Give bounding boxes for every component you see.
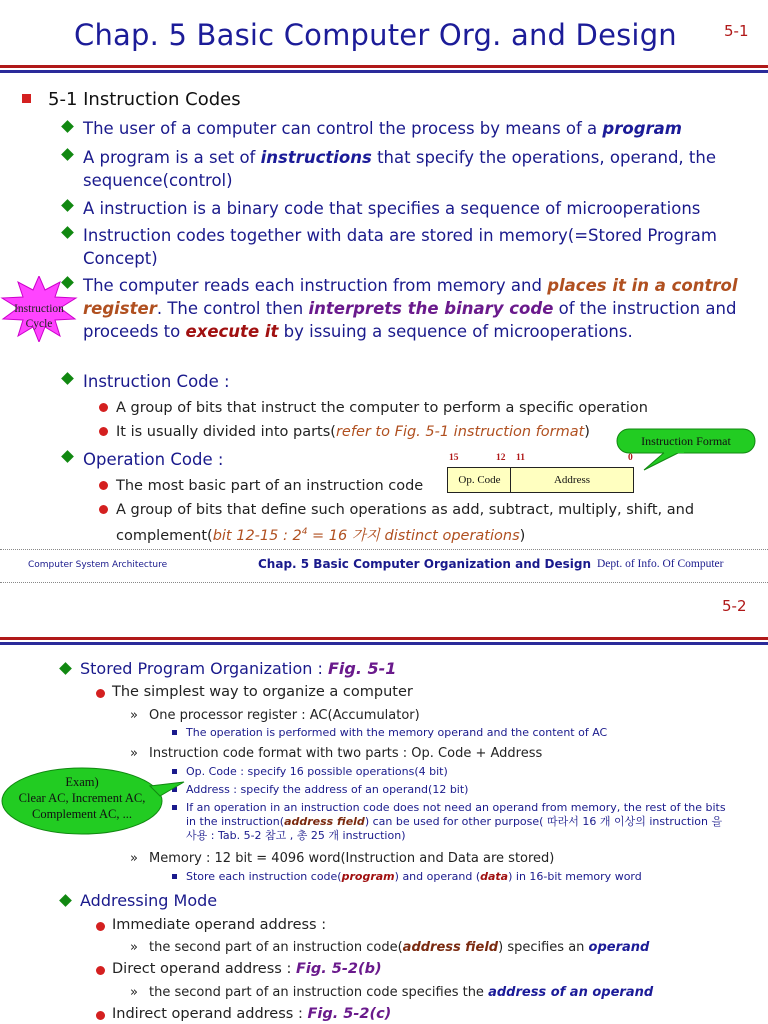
round-bullet-icon	[96, 1011, 105, 1020]
raquo-bullet-icon: »	[130, 746, 138, 761]
footer-course: Computer System Architecture	[28, 560, 168, 570]
square-bullet-icon	[172, 874, 177, 879]
text: The computer reads each instruction from memory and	[83, 276, 548, 295]
footer-chapter: Chap. 5 Basic Computer Organization and Design	[258, 557, 592, 571]
bit-label: 12	[496, 453, 506, 463]
sub-bullet	[112, 961, 382, 977]
slide-title: Chap. 5 Basic Computer Org. and Design	[74, 18, 677, 52]
starburst-label: Instruction Cycle	[14, 303, 64, 330]
sub-bullet: The simplest way to organize a computer	[112, 684, 413, 700]
heading-addressing-mode: Addressing Mode	[80, 891, 218, 910]
detail	[186, 870, 642, 884]
emphasis: program	[602, 119, 682, 138]
superscript: 4	[301, 527, 308, 537]
text: that specify the operations, operand, the sequence(control)	[83, 148, 716, 190]
text: the second part of an instruction code specifies the	[149, 985, 489, 1000]
emphasis: operand	[588, 940, 650, 955]
bullet-instruction-code: Instruction Code :	[83, 372, 230, 391]
bullet-operation-code: Operation Code :	[83, 450, 224, 469]
round-bullet-icon	[96, 922, 105, 931]
bullet-stored-program: Instruction codes together with data are stored in memory(=Stored Program Concept)	[83, 226, 717, 268]
emphasis: program	[341, 870, 395, 883]
round-bullet-icon	[99, 481, 108, 490]
bit-label: 0	[628, 453, 633, 463]
text: by issuing a sequence of microoperations.	[278, 322, 633, 341]
sub-sub-bullet: Memory : 12 bit = 4096 word(Instruction and Data are stored)	[149, 851, 555, 866]
emphasis: Fig. 5-2(b)	[295, 961, 382, 977]
bullet-program	[83, 117, 763, 140]
footer-dept: Dept. of Info. Of Computer	[597, 558, 724, 570]
emphasis: execute it	[185, 322, 279, 341]
emphasis: address field	[402, 940, 499, 955]
callout-label: Exam) Clear AC, Increment AC, Complement AC, ...	[18, 775, 146, 821]
sub-bullet: The most basic part of an instruction code	[116, 478, 424, 494]
diamond-bullet-icon	[59, 662, 72, 675]
emphasis: data	[480, 870, 509, 883]
bit-label: 11	[516, 453, 525, 463]
text: Stored Program Organization :	[80, 659, 328, 678]
sub-sub-bullet	[149, 940, 649, 955]
bit-label: 15	[449, 453, 459, 463]
footer-divider	[0, 582, 768, 583]
title-rule-blue	[0, 642, 768, 645]
text: ) specifies an	[498, 940, 589, 955]
title-rule-red	[0, 65, 768, 68]
emphasis: = 16 가지 distinct operations	[307, 527, 520, 544]
text: Indirect operand address :	[112, 1006, 308, 1022]
detail: The operation is performed with the memory operand and the content of AC	[186, 726, 608, 739]
address-label: Address	[553, 474, 591, 486]
slide-number: 5-1	[724, 22, 749, 40]
address-field	[510, 467, 634, 493]
raquo-bullet-icon: »	[130, 940, 138, 955]
round-bullet-icon	[96, 966, 105, 975]
heading-stored-program	[80, 659, 396, 678]
text: )	[519, 527, 526, 544]
bullet-instruction-cycle	[83, 274, 763, 343]
raquo-bullet-icon: »	[130, 851, 138, 866]
footer-divider	[0, 549, 768, 550]
text: Store each instruction code(	[186, 870, 342, 883]
sub-sub-bullet	[149, 985, 653, 1000]
sub-sub-bullet: One processor register : AC(Accumulator)	[149, 708, 420, 723]
detail: Op. Code : specify 16 possible operations(4 bit)	[186, 765, 448, 778]
raquo-bullet-icon: »	[130, 708, 138, 723]
text: ) in 16-bit memory word	[508, 870, 642, 883]
text: ) can be used for other purpose( 따라서 16 개 이상의 instruction 을 사용 : Tab. 5-2 참고 , 총 25 개 instruction)	[186, 815, 723, 842]
text: A group of bits that define such operations as add, subtract, multiply, shift, and complement(	[116, 502, 695, 544]
diamond-bullet-icon	[59, 894, 72, 907]
round-bullet-icon	[96, 689, 105, 698]
diamond-bullet-icon	[61, 148, 74, 161]
emphasis: interprets the binary code	[308, 299, 554, 318]
callout-label: Instruction Format	[641, 434, 731, 448]
emphasis: address of an operand	[488, 985, 654, 1000]
round-bullet-icon	[99, 427, 108, 436]
text: of the instruction and proceeds to	[83, 299, 737, 341]
square-bullet-icon	[22, 94, 31, 103]
sub-bullet: Immediate operand address :	[112, 917, 327, 933]
diamond-bullet-icon	[61, 450, 74, 463]
text: The user of a computer can control the process by means of a	[83, 119, 603, 138]
text: If an operation in an instruction code does not need an operand from memory, the rest of the bits in the instruction(	[186, 801, 726, 828]
title-rule-red	[0, 637, 768, 640]
title-rule-blue	[0, 70, 768, 73]
bullet-instructions	[83, 146, 763, 192]
bullet-binary-code: A instruction is a binary code that specifies a sequence of microoperations	[83, 199, 701, 218]
emphasis: places it in a control register	[83, 276, 738, 318]
round-bullet-icon	[99, 505, 108, 514]
sub-bullet: A group of bits that instruct the computer to perform a specific operation	[116, 400, 648, 416]
emphasis: bit 12-15 : 2	[212, 527, 302, 544]
diamond-bullet-icon	[61, 120, 74, 133]
sub-sub-bullet: Instruction code format with two parts : Op. Code + Address	[149, 746, 543, 761]
detail: Address : specify the address of an operand(12 bit)	[186, 783, 469, 796]
slide-number: 5-2	[722, 597, 747, 615]
detail	[186, 801, 734, 843]
text: )	[584, 424, 590, 440]
text: Direct operand address :	[112, 961, 296, 977]
opcode-field	[447, 467, 512, 493]
emphasis: Fig. 5-1	[327, 659, 397, 678]
round-bullet-icon	[99, 403, 108, 412]
text: . The control then	[156, 299, 309, 318]
raquo-bullet-icon: »	[130, 985, 138, 1000]
square-bullet-icon	[172, 730, 177, 735]
diamond-bullet-icon	[61, 226, 74, 239]
section-heading: 5-1 Instruction Codes	[48, 89, 241, 110]
text: ) and operand (	[394, 870, 481, 883]
diamond-bullet-icon	[61, 199, 74, 212]
sub-bullet	[112, 1006, 391, 1022]
emphasis: refer to Fig. 5-1 instruction format	[335, 424, 585, 440]
text: the second part of an instruction code(	[149, 940, 403, 955]
emphasis: address field	[284, 815, 365, 828]
opcode-label: Op. Code	[458, 474, 501, 486]
text: A program is a set of	[83, 148, 261, 167]
emphasis: Fig. 5-2(c)	[307, 1006, 392, 1022]
emphasis: instructions	[260, 148, 372, 167]
sub-bullet	[116, 499, 756, 547]
text: It is usually divided into parts(	[116, 424, 336, 440]
diamond-bullet-icon	[61, 372, 74, 385]
